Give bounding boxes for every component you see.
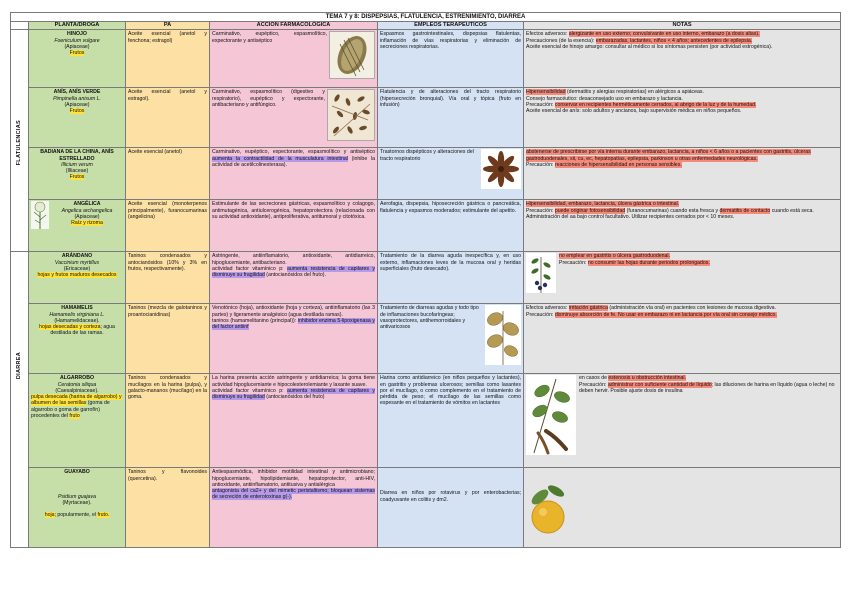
table-row bbox=[11, 252, 841, 304]
notas-highlight: abstenerse de prescribirse por vía interna durante embarazo, lactancia, a niños < 6 años o a pacientes con gastritis, úlceras gastroduodenales, sii, cu, ec, hepatopatías, epilepsia, parkinson u otras enfermedades neurológicas. bbox=[526, 149, 811, 162]
header-pa: PA bbox=[126, 22, 210, 30]
notas-text: Precaución: bbox=[526, 311, 555, 318]
plant-part: Frutos bbox=[69, 108, 85, 115]
carob-plant-image bbox=[526, 375, 576, 455]
plant-part: Frutos bbox=[69, 50, 85, 57]
notas-text: Precaución: bbox=[559, 259, 588, 266]
table-row bbox=[11, 468, 841, 548]
notas-highlight: Hipersensibilidad, embarazo, lactancia, úlcera gástrica o intestinal. bbox=[526, 201, 680, 208]
empleos-cell: Tratamiento de la diarrea aguda inespecífica y, en uso externo, inflamaciones leves de la mucosa oral y heridas superficiales (fruto desecado). bbox=[378, 252, 524, 304]
header-empleos: EMPLEOS TERAPÉUTICOS bbox=[378, 22, 524, 30]
plant-family: (Apiaceae) bbox=[74, 213, 100, 220]
accion-text: taninos (hamamelitanino (principal)): bbox=[212, 317, 298, 324]
plant-part-text: ; popularmente, el bbox=[54, 512, 98, 519]
plant-cell bbox=[29, 304, 126, 374]
pa-cell: Taninos y flavonoides (quercetina). bbox=[126, 468, 210, 548]
notas-cell bbox=[524, 374, 841, 468]
guava-fruit-image bbox=[526, 477, 570, 539]
plant-part: pulpa desecada (harina de algarrobo) y albumen de las semillas bbox=[31, 394, 122, 407]
plant-scientific: Vaccinium myrtillus bbox=[54, 259, 100, 266]
notas-text: Precaución: bbox=[526, 207, 555, 214]
plant-cell bbox=[29, 148, 126, 200]
plant-part: Raíz y rizoma bbox=[71, 220, 103, 227]
accion-cell bbox=[210, 88, 378, 148]
notas-text: (furanocumarinas) cuando esta fresca y bbox=[625, 207, 720, 214]
plant-name: ANGÉLICA bbox=[73, 201, 101, 208]
pa-cell: Aceite esencial (anetol y estragol). bbox=[126, 88, 210, 148]
hamamelis-leaves-image bbox=[485, 305, 521, 365]
anise-seeds-image bbox=[327, 89, 375, 141]
group-label-flatulencias: FLATULENCIAS bbox=[16, 120, 23, 166]
notas-highlight: estenosis u obstrucción intestinal. bbox=[608, 375, 686, 382]
plant-scientific: Pimpinella anisum L. bbox=[53, 95, 101, 102]
star-anise-image bbox=[481, 149, 521, 189]
notas-cell bbox=[524, 468, 841, 548]
plant-part: fruto. bbox=[97, 512, 110, 519]
pa-cell: Aceite esencial (monoterpenos principalmente), furanocumarinas (angelicina) bbox=[126, 200, 210, 252]
plant-part-text: ; agua destilada de las ramas. bbox=[50, 324, 115, 337]
notas-cell bbox=[524, 252, 841, 304]
notas-highlight: administrar con suficiente cantidad de líquido bbox=[607, 381, 712, 388]
notas-highlight: no consumir las hojas durante periodos prolongados. bbox=[587, 259, 710, 266]
header-accion: ACCIÓN FARMACOLÓGICA bbox=[210, 22, 378, 30]
plant-scientific: Angelica archangelica bbox=[61, 207, 113, 214]
notas-cell bbox=[524, 304, 841, 374]
accion-cell bbox=[210, 468, 378, 548]
accion-cell bbox=[210, 374, 378, 468]
plant-family: (Apiaceae) bbox=[64, 43, 90, 50]
empleos-cell: Flatulencia y de alteraciones del tracto respiratorio (hipersecreción bronquial). Vía oral y tópica (fruto en infusión) bbox=[378, 88, 524, 148]
notas-text: (dermatitis y alergias respiratorias) en alérgicos a apiáceas. bbox=[565, 89, 704, 96]
accion-text: actividad factor vitamínico p: bbox=[212, 387, 288, 394]
blueberry-plant-image bbox=[526, 253, 556, 293]
accion-highlight: antagonista del ca2+ y del mimetic peristaltismo; bloquean sistemas de secreción de enterotoxinas g(-). bbox=[212, 488, 375, 501]
plant-cell bbox=[29, 30, 126, 88]
accion-cell bbox=[210, 252, 378, 304]
group-diarrea bbox=[11, 252, 29, 548]
notas-highlight: dermatitis de contacto bbox=[719, 207, 771, 214]
pa-cell: Aceite esencial (anetol) bbox=[126, 148, 210, 200]
notas-highlight: embarazadas, lactantes, niños < 4 años; antecedentes de epilepsia. bbox=[595, 37, 753, 44]
accion-highlight: inhibidor enzima 5-lipoxigenasa y del factor antiinf bbox=[212, 317, 376, 331]
plant-cell bbox=[29, 88, 126, 148]
accion-text: La harina presenta acción astringente y antidiarreica; la goma tiene actividad hipoglucemiante e hipocolesterolemiante y laxante suave. bbox=[212, 375, 375, 388]
monograph-sheet bbox=[10, 12, 840, 548]
plant-scientific: Psidium guajava bbox=[57, 493, 97, 500]
empleos-text: Trastornos dispépticos y alteraciones del tracto respiratorio bbox=[380, 149, 474, 162]
plant-name: BADIANA DE LA CHINA, ANÍS ESTRELLADO bbox=[40, 149, 114, 162]
notas-text: Precaución: bbox=[579, 381, 608, 388]
plant-part: Frutos bbox=[69, 174, 85, 181]
notas-text: Consejo farmacéutico: desaconsejado uso en embarazo y lactancia. bbox=[526, 95, 683, 102]
plant-part: fruto bbox=[69, 413, 80, 420]
notas-text: Precauciones (de la esencia): bbox=[526, 37, 596, 44]
plant-name: HAMAMELIS bbox=[61, 305, 93, 312]
accion-text: (antocianósidos del fruto). bbox=[264, 272, 326, 279]
pa-cell: Taninos condensados y mucílagos en la harina (pulpa), y galacto-mananos (mucílago) en la goma. bbox=[126, 374, 210, 468]
accion-cell bbox=[210, 148, 378, 200]
accion-highlight: aumenta resistencia de capilares y disminuye su fragilidad bbox=[212, 265, 376, 279]
notas-text: Efectos adversos: bbox=[526, 31, 569, 38]
empleos-cell: Harina como antidiarreico (en niños pequeños y lactantes), en gastritis y problemas ulcerosos; semillas como laxantes por el mucílago, o como complemento en el tratamiento de pérdida de peso; el mucílago de las semillas como espesante en el tratamiento de vómitos en lactantes bbox=[378, 374, 524, 468]
notas-cell bbox=[524, 200, 841, 252]
pa-cell: Taninos (mezcla de galotaninos y proantocianidinas) bbox=[126, 304, 210, 374]
header-notas: NOTAS bbox=[524, 22, 841, 30]
notas-text: Administración del aa bajo control facultativo. Utilizar recipientes cerrados por < 10 meses. bbox=[526, 213, 735, 220]
accion-text: Carminativo, eupéptico, espasmolítico, expectorante y antiséptico bbox=[212, 31, 327, 44]
notas-highlight: conservar en recipientes herméticamente cerrados, al abrigo de la luz y de la humedad. bbox=[554, 101, 757, 108]
plant-scientific: Hamamelis virginiana L. bbox=[49, 311, 105, 318]
plant-family: (Caesalpiniaceae). bbox=[55, 387, 99, 394]
notas-text: (administración vía oral) en pacientes con lesiones de mucosa digestiva. bbox=[607, 305, 777, 312]
accion-text: Antiespasmódica, inhibidor motilidad intestinal y antimicrobiano; hipoglucemiante, hipolipidemiante, hepatoprotector, anti-HIV, antioxidante, antiinflamatorio, antitusiva y antialérgica bbox=[212, 469, 375, 488]
empleos-cell: Espasmos gastrointestinales, dispepsias flatulentas, inflamación de vías respiratorias y eliminación de secreciones respiratorias. bbox=[378, 30, 524, 88]
accion-text: Venotónico (hoja), antioxidante (hoja y corteza), antiinflamatorio (las 3 partes) y ligeramente analgésico (agua destilada ramas). bbox=[212, 305, 375, 318]
plant-name: ARÁNDANO bbox=[61, 253, 93, 260]
notas-highlight: irritación gástrica bbox=[568, 305, 608, 312]
notas-text: ; las diluciones de harina en líquido (agua o leche) no deben hervir. Posible ajuste dosis de insulina bbox=[579, 381, 835, 394]
accion-cell bbox=[210, 30, 378, 88]
notas-cell bbox=[524, 30, 841, 88]
plant-part-text: (goma de algarrobo o goma de garrofín) procedentes del bbox=[31, 400, 110, 420]
accion-text: Carminativo, eupéptico, expectorante, espasmolítico y antiséptico bbox=[212, 149, 375, 156]
accion-text: Astringente, antiinflamatorio, antioxidante, antidiarreico, hipoglucemiante, antibacteriano. bbox=[212, 253, 375, 266]
accion-cell bbox=[210, 304, 378, 374]
notas-cell bbox=[524, 148, 841, 200]
angelica-plant-image bbox=[31, 201, 49, 231]
group-label-diarrea: DIARREA bbox=[16, 352, 23, 380]
pa-cell: Taninos condensados y antocianósidos (10% y 3% en frutos, respectivamente). bbox=[126, 252, 210, 304]
plant-part: hojas desecadas y corteza bbox=[39, 324, 101, 331]
empleos-cell: Diarrea en niños por rotavirus y por enterobacterias; coadyuvante en colitis y dm2. bbox=[378, 468, 524, 548]
table-row bbox=[11, 148, 841, 200]
empleos-cell bbox=[378, 304, 524, 374]
header-group bbox=[11, 22, 29, 30]
empleos-cell: Aerofagia, dispepsia, hiposecreción gástrica o pancreática, flatulencia y espasmos moderados; estimulante del apetito. bbox=[378, 200, 524, 252]
plant-scientific: Illicium verum bbox=[61, 161, 93, 168]
accion-text: actividad factor vitamínico p: bbox=[212, 265, 288, 272]
notas-text: Precaución: bbox=[526, 161, 555, 168]
accion-highlight: aumenta resistencia de capilares y disminuye su fragilidad bbox=[212, 387, 376, 401]
plant-family: (Ericaceae) bbox=[63, 265, 91, 272]
notas-highlight: no emplear en gastritis o úlcera gastroduodenal. bbox=[559, 253, 671, 260]
accion-text: (antocianósidos del fruto) bbox=[264, 394, 325, 401]
notas-text: cuando está seca. bbox=[770, 207, 814, 214]
plant-name: GUAYABO bbox=[64, 469, 90, 476]
plant-name: HINOJO bbox=[67, 31, 87, 38]
table-row bbox=[11, 88, 841, 148]
fennel-seeds-image bbox=[329, 31, 375, 79]
notas-cell bbox=[524, 88, 841, 148]
notas-highlight: alergizante en uso externo; convulsivante en uso interno, embarazo (a dosis altas). bbox=[568, 31, 760, 38]
pa-cell: Aceite esencial (anetol y fenchona; estragol) bbox=[126, 30, 210, 88]
plants-table bbox=[10, 12, 841, 548]
accion-text: Carminativo, espasmolítico (digestivo y respiratorio), eupéptico y expectorante, antibacteriano y antifúngico. bbox=[212, 89, 325, 108]
plant-name: ALGARROBO bbox=[59, 375, 94, 382]
notas-text: Aceite esencial de anís: solo adultos y ancianos, bajo supervisión médica en niños pequeños. bbox=[526, 108, 742, 115]
notas-text: en casos de bbox=[579, 375, 609, 382]
empleos-cell bbox=[378, 148, 524, 200]
notas-text: Efectos adversos: bbox=[526, 305, 569, 312]
notas-highlight: disminuye absorción de fe. No usar en embarazo ni en lactancia por vía oral sin consejo médico. bbox=[554, 311, 777, 318]
accion-highlight: aumenta la contractilidad de la musculatura intestinal bbox=[212, 155, 348, 162]
sheet-title: TEMA 7 y 8: DISPEPSIAS, FLATULENCIA, ESTREÑIMIENTO, DIARREA bbox=[11, 13, 841, 22]
header-plant: PLANTA/DROGA bbox=[29, 22, 126, 30]
accion-text: (inhibe la actividad de acetilcolinesterasa). bbox=[212, 155, 375, 168]
plant-part: hojas y frutos maduros desecados bbox=[37, 272, 117, 279]
plant-name: ANÍS, ANÍS VERDE bbox=[53, 89, 101, 96]
table-row bbox=[11, 30, 841, 88]
empleos-text: Tratamiento de diarreas agudas y todo tipo de inflamaciones bucofaríngeas; vasoprotectores, antihemorroidales y antivaricosos bbox=[380, 305, 479, 331]
plant-cell bbox=[29, 252, 126, 304]
plant-family: (Myrtaceae). bbox=[62, 499, 92, 506]
plant-scientific: Ceratonia siliqua bbox=[57, 381, 97, 388]
plant-cell bbox=[29, 200, 126, 252]
plant-family: (Illiaceae) bbox=[65, 168, 89, 175]
notas-text: Precaución: bbox=[526, 101, 555, 108]
accion-cell: Estimulante de las secreciones gástricas, espasmolítico y colagogo, antimutagénica, antiulcerogénica, hepatoprotectora (relacionada con su actividad antioxidante), antiproliferativa, antitumoral y citotóxica. bbox=[210, 200, 378, 252]
group-flatulencias bbox=[11, 30, 29, 252]
notas-highlight: puede originar fotosensibilidad bbox=[554, 207, 626, 214]
plant-scientific: Foeniculum vulgare bbox=[54, 37, 100, 44]
plant-cell bbox=[29, 374, 126, 468]
notas-highlight: reacciones de hipersensibilidad en personas sensibles. bbox=[554, 161, 682, 168]
table-row bbox=[11, 304, 841, 374]
notas-text: Aceite esencial de hinojo amargo: consultar al médico si los síntomas persisten (por actividad estrogénica). bbox=[526, 43, 773, 50]
plant-cell bbox=[29, 468, 126, 548]
table-row bbox=[11, 200, 841, 252]
plant-part: hoja bbox=[44, 512, 55, 519]
plant-family: (Hamamelidaceae). bbox=[54, 317, 100, 324]
plant-family: (Apiaceae) bbox=[64, 101, 90, 108]
table-row bbox=[11, 374, 841, 468]
notas-highlight: Hipersensibilidad bbox=[526, 89, 566, 96]
